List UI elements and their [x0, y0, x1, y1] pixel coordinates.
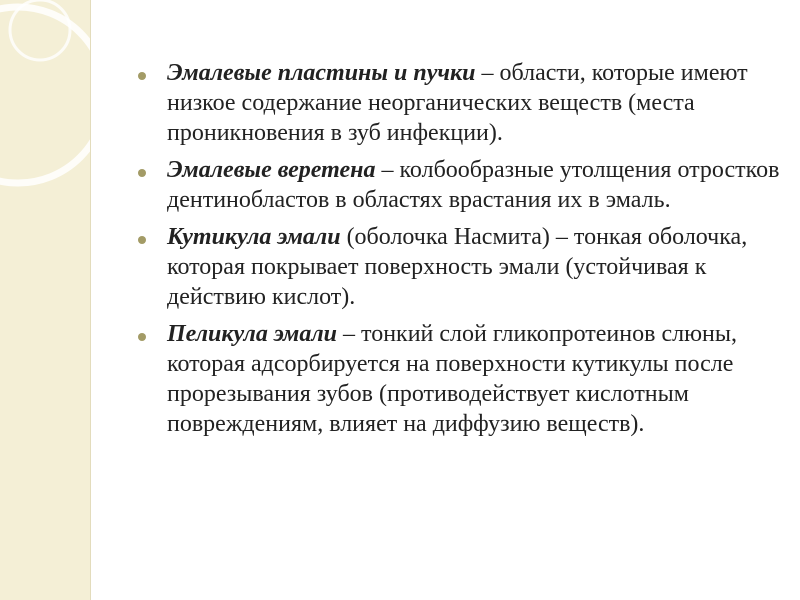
bullet-dot-icon: [138, 72, 146, 80]
side-panel: [0, 0, 91, 600]
decor-circle-large: [0, 7, 90, 183]
bullet-list: [138, 58, 790, 439]
bullet-term: Пеликула эмали: [167, 321, 338, 347]
bullet-text: – колбообразные утолщения отростков дентинобластов в областях врастания их в эмаль.: [167, 157, 780, 213]
bullet-item: [138, 319, 790, 439]
bullet-dot-icon: [138, 333, 146, 341]
bullet-term: Эмалевые пластины и пучки: [167, 60, 476, 86]
bullet-dot-icon: [138, 236, 146, 244]
bullet-text: – области, которые имеют низкое содержание неорганических веществ (места проникновения в зуб инфекции).: [167, 60, 748, 146]
bullet-item: [138, 155, 790, 215]
bullet-dot-icon: [138, 169, 146, 177]
bullet-text: (оболочка Насмита) – тонкая оболочка, которая покрывает поверхность эмали (устойчивая к действию кислот).: [167, 224, 748, 310]
bullet-text: – тонкий слой гликопротеинов слюны, которая адсорбируется на поверхности кутикулы после прорезывания зубов (противодействует кислотным повреждениям, влияет на диффузию веществ).: [167, 321, 737, 437]
bullet-item: [138, 222, 790, 312]
decorative-circles: [0, 0, 90, 600]
bullet-term: Кутикула эмали: [167, 224, 341, 250]
bullet-item: [138, 58, 790, 148]
slide-content: [138, 58, 790, 446]
bullet-term: Эмалевые веретена: [167, 157, 376, 183]
